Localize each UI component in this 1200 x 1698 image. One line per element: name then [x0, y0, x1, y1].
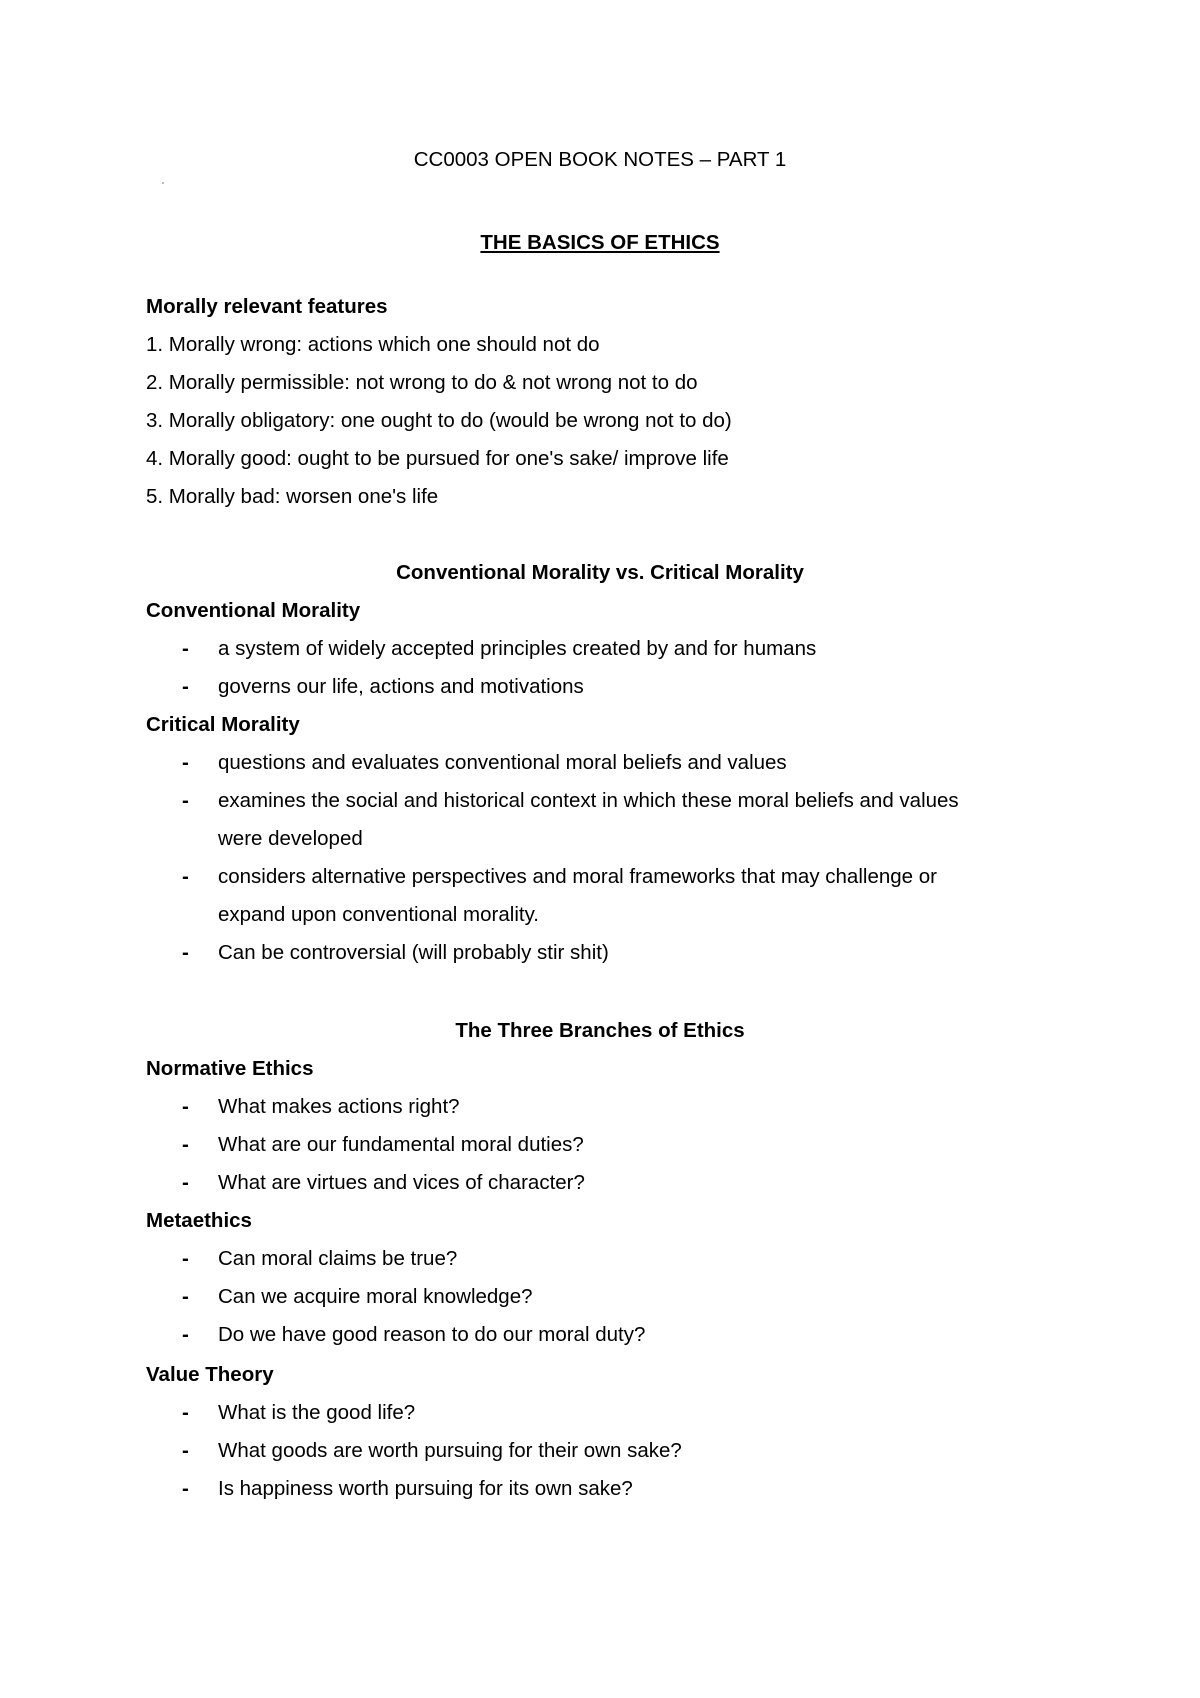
bullet-dash: - [182, 1133, 189, 1156]
metaethics-heading: Metaethics [146, 1209, 252, 1232]
moral-feature-item: 5. Morally bad: worsen one's life [146, 485, 439, 508]
bullet-dash: - [182, 941, 189, 964]
bullet-text: Is happiness worth pursuing for its own sake? [218, 1477, 633, 1500]
conventional-morality-heading: Conventional Morality [146, 599, 361, 622]
bullet-text: considers alternative perspectives and moral frameworks that may challenge or [218, 865, 937, 888]
branches-section-heading: The Three Branches of Ethics [455, 1019, 745, 1042]
normative-ethics-heading: Normative Ethics [146, 1057, 314, 1080]
bullet-dash: - [182, 1095, 189, 1118]
moral-feature-item: 4. Morally good: ought to be pursued for one's sake/ improve life [146, 447, 729, 470]
bullet-text: What makes actions right? [218, 1095, 460, 1118]
moral-feature-item: 2. Morally permissible: not wrong to do & not wrong not to do [146, 371, 698, 394]
bullet-dash: - [182, 1285, 189, 1308]
bullet-text: a system of widely accepted principles created by and for humans [218, 637, 817, 660]
morality-section-heading: Conventional Morality vs. Critical Morality [396, 561, 804, 584]
bullet-dash: - [182, 1171, 189, 1194]
bullet-dash: - [182, 1247, 189, 1270]
critical-morality-heading: Critical Morality [146, 713, 300, 736]
bullet-dash: - [182, 1323, 189, 1346]
bullet-dash: - [182, 637, 189, 660]
bullet-dash: - [182, 675, 189, 698]
moral-feature-item: 1. Morally wrong: actions which one should not do [146, 333, 600, 356]
moral-feature-item: 3. Morally obligatory: one ought to do (would be wrong not to do) [146, 409, 732, 432]
bullet-dash: - [182, 751, 189, 774]
bullet-text: governs our life, actions and motivations [218, 675, 584, 698]
bullet-text: expand upon conventional morality. [218, 903, 539, 926]
moral-features-heading: Morally relevant features [146, 295, 388, 318]
document-title: CC0003 OPEN BOOK NOTES – PART 1 [413, 148, 787, 171]
bullet-text: Can moral claims be true? [218, 1247, 458, 1270]
bullet-dash: - [182, 1439, 189, 1462]
bullet-text: Can we acquire moral knowledge? [218, 1285, 533, 1308]
bullet-text: questions and evaluates conventional moral beliefs and values [218, 751, 787, 774]
bullet-dash: - [182, 1477, 189, 1500]
bullet-text: were developed [218, 827, 363, 850]
bullet-dash: - [182, 789, 189, 812]
bullet-dash: - [182, 865, 189, 888]
bullet-text: What are our fundamental moral duties? [218, 1133, 584, 1156]
bullet-text: What is the good life? [218, 1401, 416, 1424]
bullet-text: What are virtues and vices of character? [218, 1171, 585, 1194]
stray-dot [162, 182, 164, 184]
bullet-text: What goods are worth pursuing for their own sake? [218, 1439, 682, 1462]
bullet-dash: - [182, 1401, 189, 1424]
bullet-text: Do we have good reason to do our moral duty? [218, 1323, 646, 1346]
bullet-text: examines the social and historical context in which these moral beliefs and values [218, 789, 959, 812]
value-theory-heading: Value Theory [146, 1363, 274, 1386]
bullet-text: Can be controversial (will probably stir shit) [218, 941, 609, 964]
document-subtitle: THE BASICS OF ETHICS [480, 231, 720, 254]
